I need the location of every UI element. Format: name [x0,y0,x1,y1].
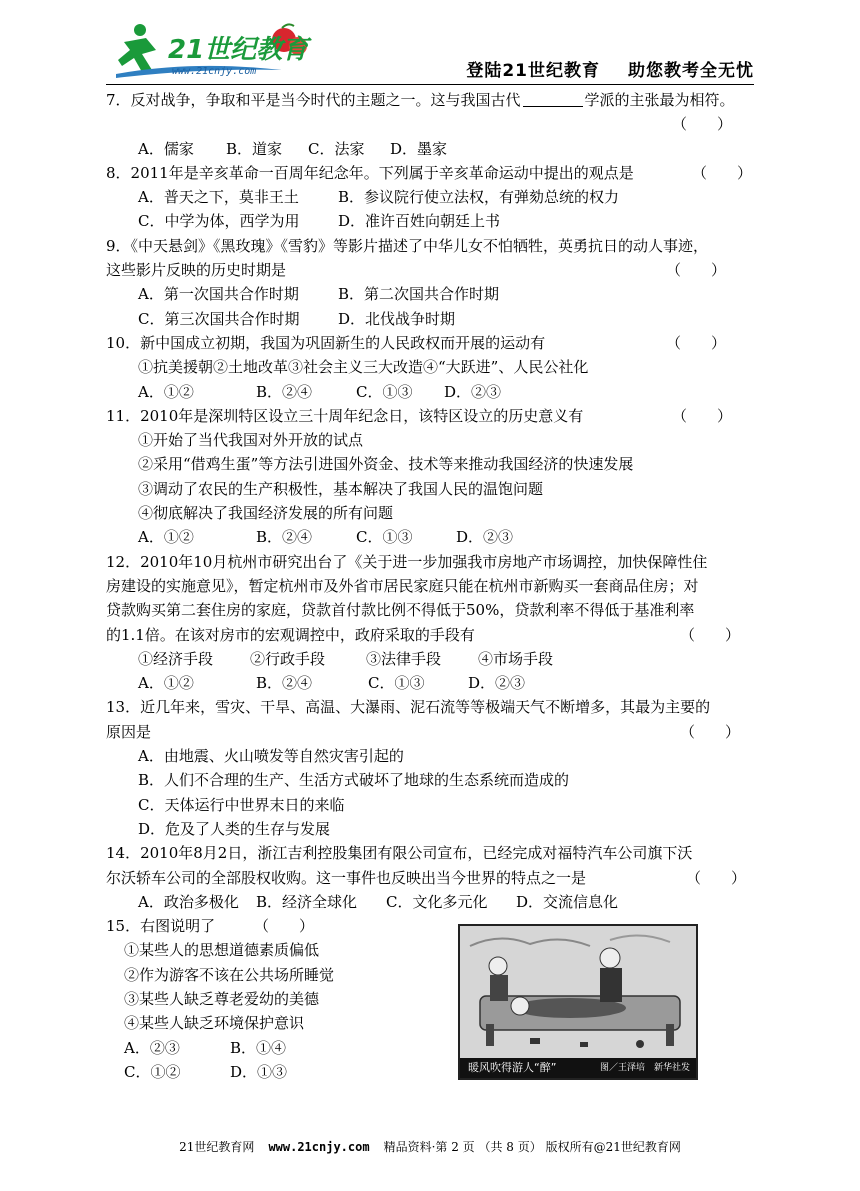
question-15-item-4: ④某些人缺乏环境保护意识 [124,1014,305,1033]
question-14-stem-line2: 尔沃轿车公司的全部股权收购。这一事件也反映出当今世界的特点之一是 （ ） [106,866,754,890]
option-d[interactable]: D．墨家 [390,139,448,158]
question-9-stem-line1: 9．《中天悬剑》《黑玫瑰》《雪豹》等影片描述了中华儿女不怕牺牲，英勇抗日的动人事迹， [106,236,709,255]
answer-parentheses[interactable]: （ ） [666,261,727,280]
option-c[interactable]: C．中学为体，西学为用 [138,212,300,231]
question-10-stem: 10．新中国成立初期，我国为巩固新生的人民政权而开展的运动有 （ ） [106,331,754,355]
option-b[interactable]: B．②④ [256,674,313,693]
answer-parentheses[interactable]: （ ） [672,406,733,425]
option-c[interactable]: C．①③ [356,528,413,547]
answer-parentheses[interactable]: （ ） [686,868,747,887]
option-c[interactable]: C．文化多元化 [386,892,488,911]
question-12-stem-line1: 12．2010年10月杭州市研究出台了《关于进一步加强我市房地产市场调控，加快保障性住 [106,552,708,571]
option-b[interactable]: B．①④ [230,1038,287,1057]
question-15-item-1: ①某些人的思想道德素质偏低 [124,941,320,960]
option-d[interactable]: D．交流信息化 [516,892,619,911]
question-11-item-1: ①开始了当代我国对外开放的试点 [138,431,364,450]
item-4: ④市场手段 [478,649,554,668]
option-a[interactable]: A．第一次国共合作时期 [138,285,299,304]
option-a[interactable]: A．儒家 [138,139,194,158]
header-slogan [466,56,754,81]
question-9-options-row1 [106,282,754,306]
question-7-options [106,137,754,161]
option-b[interactable]: B．②④ [256,382,313,401]
answer-parentheses[interactable]: （ ） [254,917,315,936]
question-11-options [106,525,754,549]
question-12-items [106,647,754,671]
cartoon-caption-bar [460,1058,696,1078]
question-14-stem-line1: 14．2010年8月2日，浙江吉利控股集团有限公司宣布，已经完成对福特汽车公司旗下沃 [106,844,693,863]
option-a[interactable]: A．①② [138,528,194,547]
answer-blank[interactable] [523,90,583,107]
option-a[interactable]: A．①② [138,674,194,693]
cartoon-credit: 图／王泽培 新华社发 [599,1063,690,1073]
cartoon-image [458,924,698,1080]
item-2: ②行政手段 [250,649,326,668]
answer-parentheses[interactable]: （ ） [680,625,741,644]
option-d[interactable]: D．①③ [230,1062,288,1081]
question-15-item-3: ③某些人缺乏尊老爱幼的美德 [124,989,320,1008]
question-7-paren-line [106,112,754,136]
option-c[interactable]: C．①③ [368,674,425,693]
option-a[interactable]: A．普天之下，莫非王土 [138,188,299,207]
answer-parentheses[interactable]: （ ） [666,333,727,352]
question-9-options-row2 [106,307,754,331]
option-b[interactable]: B．经济全球化 [256,892,358,911]
question-12-stem-line2: 房建设的实施意见》，暂定杭州市及外省市居民家庭只能在杭州市新购买一套商品住房；对 [106,576,699,595]
question-13-stem-line2: 原因是 （ ） [106,720,754,744]
page-footer [106,1138,754,1155]
question-14-options [106,890,754,914]
cartoon-illustration-icon [460,926,696,1058]
option-c[interactable]: C．法家 [308,139,365,158]
answer-parentheses[interactable]: （ ） [692,163,753,182]
question-8-options-row2 [106,209,754,233]
question-11-stem: 11．2010年是深圳特区设立三十周年纪念日，该特区设立的历史意义有 （ ） [106,404,754,428]
footer-site-link[interactable]: www.21cnjy.com [268,1140,370,1154]
question-11-item-3: ③调动了农民的生产积极性，基本解决了我国人民的温饱问题 [138,479,544,498]
answer-parentheses[interactable]: （ ） [680,722,741,741]
question-12-stem-line4: 的1.1倍。在该对房市的宏观调控中，政府采取的手段有 （ ） [106,623,754,647]
question-13-stem-line1: 13．近几年来，雪灾、干旱、高温、大瀑雨、泥石流等等极端天气不断增多，其最为主要的 [106,698,711,717]
option-a[interactable]: A．由地震、火山喷发等自然灾害引起的 [138,747,404,766]
item-3: ③法律手段 [366,649,442,668]
option-d[interactable]: D．②③ [444,382,502,401]
site-logo[interactable] [112,20,312,82]
cartoon-caption: 暖风吹得游人“醉” [468,1061,557,1074]
question-11-item-2: ②采用“借鸡生蛋”等方法引进国外资金、技术等来推动我国经济的快速发展 [138,455,634,474]
header-divider [106,84,754,85]
option-b[interactable]: B．第二次国共合作时期 [338,285,500,304]
option-a[interactable]: A．②③ [124,1038,180,1057]
option-a[interactable]: A．①② [138,382,194,401]
option-b[interactable]: B．人们不合理的生产、生活方式破坏了地球的生态系统而造成的 [138,771,570,790]
option-c[interactable]: C．①③ [356,382,413,401]
page-header [0,0,860,90]
footer-right-text: 精品资料·第 2 页 （共 8 页） 版权所有@21世纪教育网 [383,1140,681,1154]
option-d[interactable]: D．②③ [468,674,526,693]
option-c[interactable]: C．①② [124,1062,181,1081]
question-11-item-4: ④彻底解决了我国经济发展的所有问题 [138,504,394,523]
running-figure-logo-icon [112,20,312,82]
option-d[interactable]: D．北伐战争时期 [338,309,456,328]
option-b[interactable]: B．参议院行使立法权，有弹劾总统的权力 [338,188,620,207]
question-10-items: ①抗美援朝②土地改革③社会主义三大改造④“大跃进”、人民公社化 [138,358,589,377]
question-7-stem: 7．反对战争，争取和平是当今时代的主题之一。这与我国古代 学派的主张最为相符。 [106,91,735,109]
option-c[interactable]: C．天体运行中世界末日的来临 [138,795,345,814]
slogan-part-1: 登陆21世纪教育 [466,61,600,81]
question-9-stem-line2: 这些影片反映的历史时期是 （ ） [106,258,754,282]
option-d[interactable]: D．准许百姓向朝廷上书 [338,212,501,231]
question-8-stem: 8．2011年是辛亥革命一百周年纪念年。下列属于辛亥革命运动中提出的观点是 （ ） [106,161,754,185]
question-12-options [106,671,754,695]
footer-left-text: 21世纪教育网 [179,1140,255,1154]
question-15-stem: 15．右图说明了 （ ） [106,914,754,938]
answer-parentheses[interactable]: （ ） [672,115,733,134]
logo-text: 21世纪教育 [168,35,309,65]
question-12-stem-line3: 贷款购买第二套住房的家庭，贷款首付款比例不得低于50%，贷款利率不得低于基准利率 [106,601,695,620]
item-1: ①经济手段 [138,649,214,668]
logo-url-text: www.21cnjy.com [172,66,257,77]
option-b[interactable]: B．②④ [256,528,313,547]
option-c[interactable]: C．第三次国共合作时期 [138,309,300,328]
question-10-options [106,380,754,404]
question-15-item-2: ②作为游客不该在公共场所睡觉 [124,965,335,984]
option-d[interactable]: D．②③ [456,528,514,547]
option-a[interactable]: A．政治多极化 [138,892,239,911]
option-d[interactable]: D．危及了人类的生存与发展 [138,819,331,838]
option-b[interactable]: B．道家 [226,139,283,158]
slogan-part-2: 助您教考全无忧 [628,61,754,81]
question-8-options-row1 [106,185,754,209]
